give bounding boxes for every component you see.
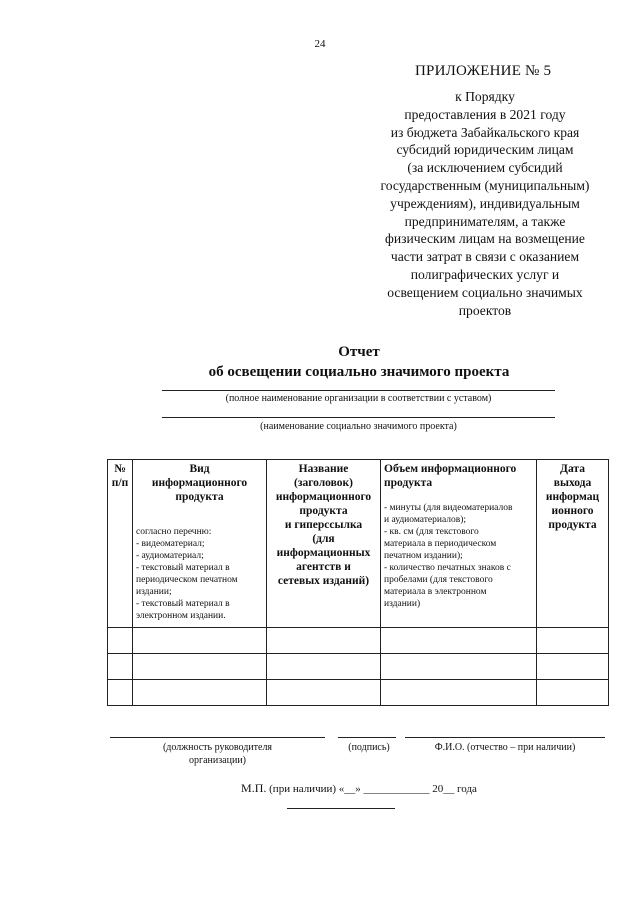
organization-name-line[interactable] [162,390,555,391]
project-name-line[interactable] [162,417,555,418]
table-cell[interactable] [381,628,537,654]
appendix-line: учреждениям), индивидуальным [390,195,580,211]
table-row [108,628,609,654]
appendix-line: предоставления в 2021 году [404,106,566,122]
table-cell[interactable] [133,680,267,706]
appendix-line: из бюджета Забайкальского края [390,124,580,140]
page-number: 24 [314,38,326,50]
table-cell[interactable] [108,654,133,680]
table-cell[interactable] [381,680,537,706]
appendix-line: государственным (муниципальным) [380,177,590,193]
report-title-line-2: об освещении социально значимого проекта [208,364,510,380]
report-title-line-1: Отчет [338,344,380,360]
table-cell[interactable] [267,628,381,654]
appendix-line: к Порядку [455,89,515,104]
appendix-line: (за исключением субсидий [407,160,563,176]
signature-line[interactable] [338,737,396,738]
organization-name-caption: (полное наименование организации в соответствии с уставом) [225,393,492,404]
table-cell[interactable] [381,654,537,680]
table-cell[interactable] [537,654,609,680]
report-title [0,342,640,382]
header-product-volume: Объем информационного продукта - минуты (для видеоматериалов и аудиоматериалов); - кв. см (для текстового материала в периодическом печатном издании); - количество печатных знаков с пробелами (для текстового материала в электронном издании) [381,460,537,628]
table-cell[interactable] [267,654,381,680]
full-name-line[interactable] [405,737,605,738]
stamp-date-line [0,781,640,796]
table-cell[interactable] [537,680,609,706]
appendix-reference-block [360,88,610,319]
table-cell[interactable] [267,680,381,706]
table-cell[interactable] [133,628,267,654]
appendix-line: предпринимателям, а также [404,213,566,229]
project-name-caption: (наименование социально значимого проекта) [260,421,457,432]
stamp-underline [287,808,395,809]
report-table [107,459,609,706]
appendix-title: ПРИЛОЖЕНИЕ № 5 [415,63,552,79]
table-header-row [108,460,609,628]
full-name-caption: Ф.И.О. (отчество – при наличии) [434,742,576,753]
position-caption: (должность руководителя организации) [162,742,273,766]
signature-caption: (подпись) [348,742,390,753]
appendix-line: полиграфических услуг и [410,266,560,282]
table-cell[interactable] [133,654,267,680]
position-signature-line[interactable] [110,737,325,738]
appendix-line: части затрат в связи с оказанием [390,249,580,265]
appendix-line: освещением социально значимых [387,284,583,300]
appendix-line: проектов [458,302,512,318]
table-cell[interactable] [108,628,133,654]
appendix-line: физическим лицам на возмещение [385,231,585,247]
appendix-line: субсидий юридическим лицам [396,142,574,158]
header-release-date: Дата выхода информац ионного продукта [537,460,609,628]
table-cell[interactable] [537,628,609,654]
table-row [108,680,609,706]
header-product-type: Вид информационного продукта согласно перечню: - видеоматериал; - аудиоматериал; - текстовый материал в периодическом печатном издании; - текстовый материал в электронном издании. [133,460,267,628]
table-row [108,654,609,680]
stamp-label: М.П. [241,781,267,795]
header-product-title: Название (заголовок) информационного продукта и гиперссылка (для информационных агентств и сетевых изданий) [267,460,381,628]
date-fill-line[interactable]: (при наличии) «__» ____________ 20__ года [266,783,477,795]
table-cell[interactable] [108,680,133,706]
header-number: № п/п [108,460,133,628]
